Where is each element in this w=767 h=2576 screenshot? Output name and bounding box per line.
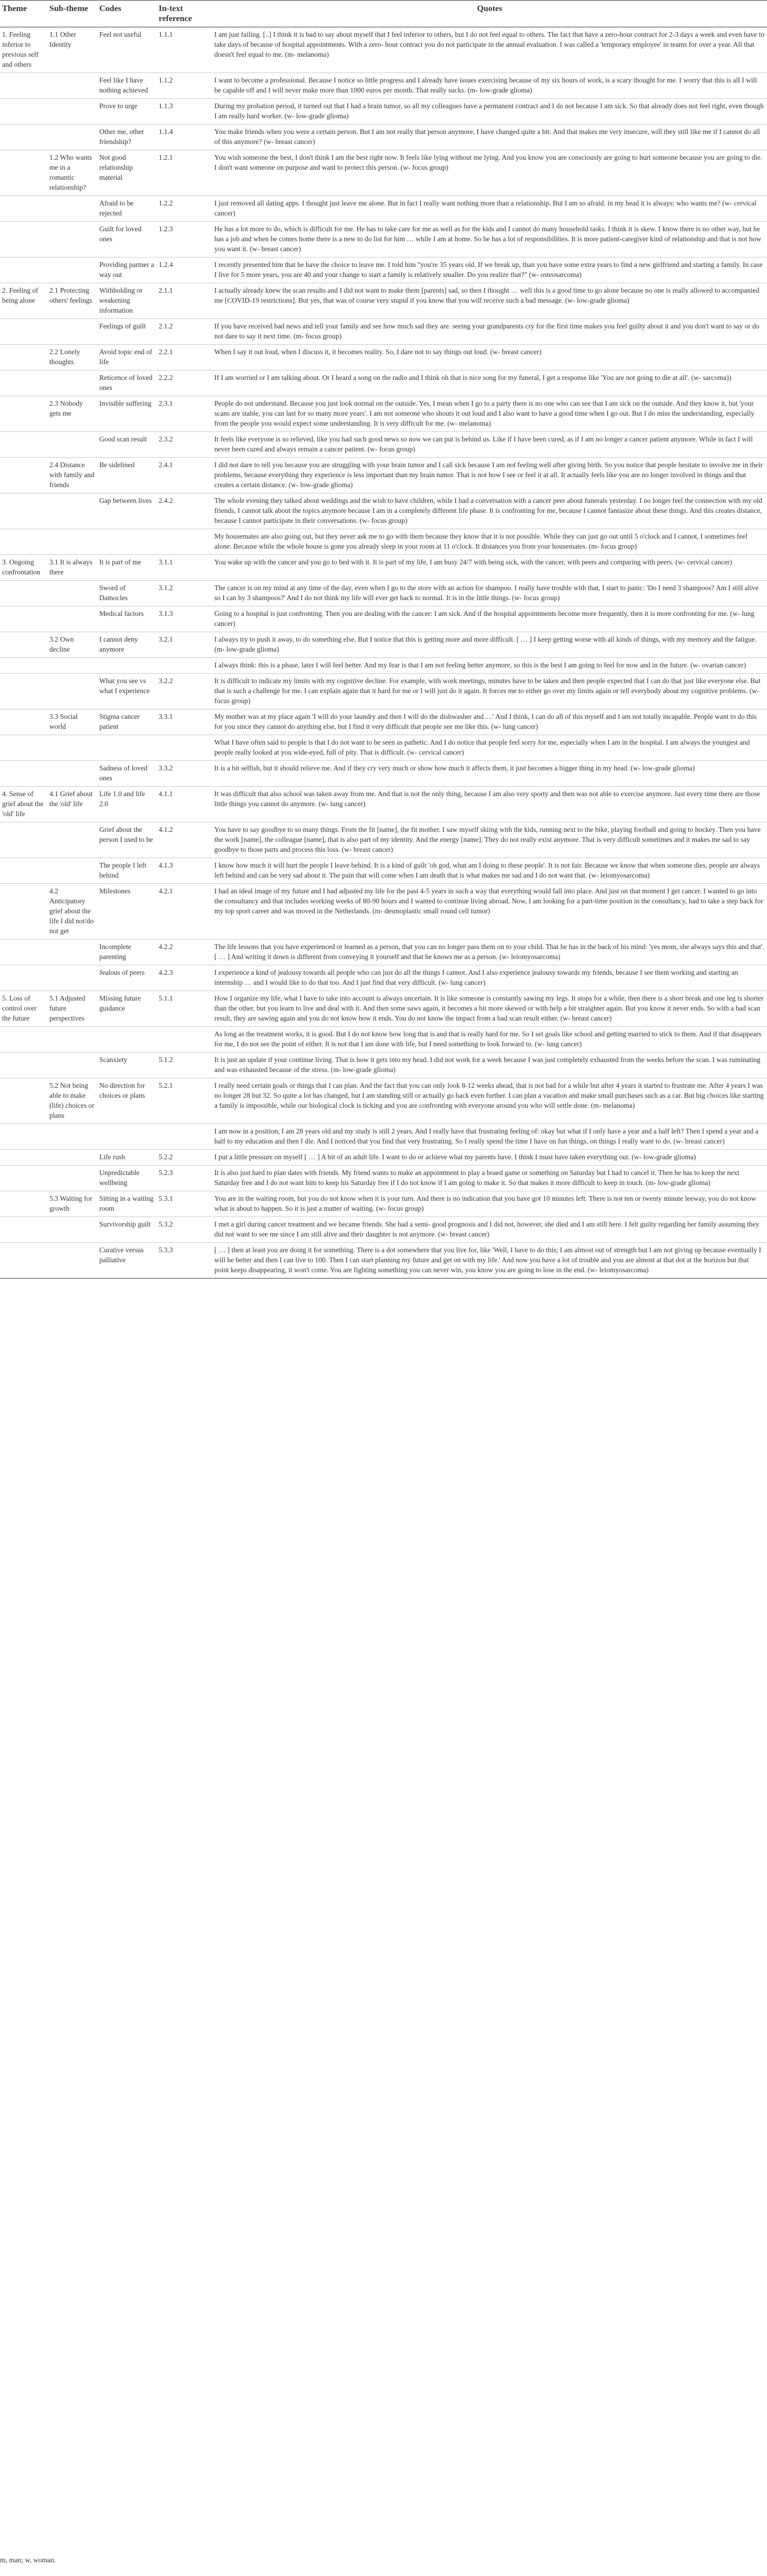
quote-cell: The cancer is on my mind at any time of the day, even when I go to the store with an action for shampoo. I really have trouble with that, I start to panic: 'Do I need 3 shampoos? Am I still alive so I can by 3 shampoos?' And I do not think my life will ever get back to normal. It is in the little things. (w- focus group) xyxy=(214,584,759,602)
subtheme-cell xyxy=(47,1053,97,1078)
quote-cell: He has a lot more to do, which is difficult for me. He has to take care for me as well as for the kids and I cannot do many household tasks. I think it is skew. I know there is no other way, but he has a job and when he comes home there is a new to do list for him … while I am at home. So he has a lot of responsibilities. It is more patient-caregiver kind of relationship and that is not how you want it. (w- breast cancer) xyxy=(214,225,762,253)
table-row xyxy=(0,1078,767,1124)
subtheme-cell xyxy=(47,319,97,345)
reference-cell: 5.3.1 xyxy=(159,1194,173,1202)
subtheme-cell: 5.3 Waiting for growth xyxy=(49,1194,92,1212)
theme-cell xyxy=(0,1243,47,1279)
subtheme-cell xyxy=(47,822,97,858)
code-cell: Grief about the person I used to be xyxy=(99,826,153,843)
reference-cell: 4.2.3 xyxy=(159,968,173,976)
table-row xyxy=(0,493,767,529)
reference-cell: 1.2.3 xyxy=(159,225,173,233)
theme-cell xyxy=(0,1217,47,1243)
subtheme-cell: 1.2 Who wants me in a romantic relationship? xyxy=(49,153,92,191)
subtheme-cell: 4.2 Anticipatory grief about the life I did not/do not get xyxy=(49,887,94,935)
reference-cell: 1.2.2 xyxy=(159,199,173,207)
table-row xyxy=(0,965,767,991)
table-row xyxy=(0,822,767,858)
reference-cell: 2.3.1 xyxy=(159,399,173,407)
reference-cell: 2.2.2 xyxy=(159,374,173,382)
quote-cell: How I organize my life, what I have to take into account is always uncertain. It is like someone is constantly sawing my legs. It stops for a while, then there is a short break and one leg is shorter than the other, but you learn to live and deal with it. And then some saws again, it becomes a bit more skewed or with help a bit straighter again. But you know it never ends. So with a bad scan result, they are sawing again and you do not know how it ends. You do not know the impact from a bad scan result either. (w- breast cancer) xyxy=(214,994,764,1022)
theme-cell xyxy=(0,709,47,735)
subtheme-cell xyxy=(47,1166,97,1191)
code-cell: Jealous of peers xyxy=(99,968,145,976)
code-cell: Unpredictable wellbeing xyxy=(99,1169,140,1187)
subtheme-cell xyxy=(47,1027,97,1053)
theme-cell xyxy=(0,658,47,674)
quote-cell: I always think: this is a phase, later I will feel better. And my fear is that I am not feeling better anymore, so this is the best I am going to feel for now and in the future. (w- ovarian cancer) xyxy=(214,661,746,669)
code-cell: The people I left behind xyxy=(99,861,147,879)
theme-cell xyxy=(0,529,47,555)
theme-cell xyxy=(0,319,47,345)
theme-cell xyxy=(0,99,47,125)
code-cell xyxy=(97,1027,157,1053)
reference-cell: 2.1.1 xyxy=(159,286,173,294)
subtheme-cell xyxy=(47,73,97,99)
theme-cell xyxy=(0,150,47,196)
header-quotes: Quotes xyxy=(212,1,767,27)
table-row xyxy=(0,222,767,257)
theme-cell xyxy=(0,858,47,884)
quote-cell: If I am worried or I am talking about. Or I heard a song on the radio and I think oh that is nice song for my funeral, I get a response like 'You are not going to die at all'. (w- sarcoma)) xyxy=(214,374,731,382)
subtheme-cell xyxy=(47,432,97,458)
subtheme-cell xyxy=(47,257,97,283)
reference-cell xyxy=(157,658,212,674)
quote-cell: When I say it out loud, when I discuss it, it becomes reality. So, I dare not to say things out loud. (w- breast cancer) xyxy=(214,348,542,356)
code-cell: Life rush xyxy=(99,1153,126,1161)
code-cell: Incomplete parenting xyxy=(99,943,131,961)
code-cell: Sitting in a waiting room xyxy=(99,1194,154,1212)
subtheme-cell: 3.1 It is always there xyxy=(49,558,92,576)
theme-cell xyxy=(0,1078,47,1124)
reference-cell: 3.2.2 xyxy=(159,677,173,685)
table-row xyxy=(0,658,767,674)
table-row xyxy=(0,529,767,555)
quote-cell: What I have often said to people is that I do not want to be seen as pathetic. And I do notice that people feel sorry for me, especially when I am in the hospital. I am always the youngest and people really looked at you wide-eyed, full of pity. That is difficult. (w- cervical cancer) xyxy=(214,738,750,756)
header-subtheme: Sub-theme xyxy=(47,1,97,27)
subtheme-cell xyxy=(47,858,97,884)
table-row xyxy=(0,674,767,709)
subtheme-cell: 5.1 Adjusted future perspectives xyxy=(49,994,86,1022)
reference-cell: 1.1.4 xyxy=(159,128,173,136)
table-row xyxy=(0,1217,767,1243)
code-cell: Reticence of loved ones xyxy=(99,374,153,391)
quote-cell: I recently presented him that he have the choice to leave me. I told him "you're 35 years old. If we break up, than you have some extra years to find a new girlfriend and starting a family. In case I live for 5 more years, you are 40 and your change to start a family is relatively smaller. Do you realize that?" (w- osteosarcoma) xyxy=(214,261,763,279)
subtheme-cell xyxy=(47,735,97,761)
reference-cell: 3.1.3 xyxy=(159,610,173,617)
reference-cell: 3.2.1 xyxy=(159,635,173,643)
table-row xyxy=(0,858,767,884)
theme-cell xyxy=(0,396,47,432)
table-row xyxy=(0,1191,767,1217)
theme-cell xyxy=(0,632,47,658)
subtheme-cell: 2.4 Distance with family and friends xyxy=(49,461,95,489)
reference-cell: 3.1.2 xyxy=(159,584,173,592)
code-cell: Missing future guidance xyxy=(99,994,141,1012)
quote-cell: I actually already knew the scan results and I did not want to make them [parents] sad, so then I thought … well this is a good time to go alone because no one is really allowed to accompanied me [COVID-19 restrictions]. But yes, that was of course very stupid if you know that you will receive such a bad message. (w- low-grade glioma) xyxy=(214,286,760,304)
reference-cell: 5.1.2 xyxy=(159,1056,173,1064)
code-cell: Life 1.0 and life 2.0 xyxy=(99,790,145,808)
table-row xyxy=(0,632,767,658)
reference-cell: 2.3.2 xyxy=(159,435,173,443)
reference-cell: 5.2.3 xyxy=(159,1169,173,1177)
subtheme-cell xyxy=(47,761,97,787)
reference-cell xyxy=(157,1027,212,1053)
quote-cell: You wish someone the best, I don't think I am the best right now. It feels like lying without me lying. And you know you are consciously are going to hurt someone because you are going to die. I don't want someone on purpose and want to protect this person. (w- focus group) xyxy=(214,153,762,171)
theme-cell xyxy=(0,761,47,787)
subtheme-cell xyxy=(47,965,97,991)
reference-cell: 1.1.1 xyxy=(159,30,173,38)
subtheme-cell xyxy=(47,1124,97,1150)
reference-cell: 4.1.2 xyxy=(159,826,173,833)
quote-cell: I just removed all dating apps. I thought just leave me alone. But in fact I really want nothing more than a relationship. But I am so afraid. in my head it is always: who wants me? (w- cervical cancer) xyxy=(214,199,756,217)
subtheme-cell xyxy=(47,674,97,709)
reference-cell: 4.1.3 xyxy=(159,861,173,869)
table-row xyxy=(0,1243,767,1279)
code-cell: Providing partner a way out xyxy=(99,261,154,279)
code-cell: Milestones xyxy=(99,887,131,895)
reference-cell: 3.3.1 xyxy=(159,713,173,720)
table-row xyxy=(0,196,767,222)
table-row xyxy=(0,787,767,822)
code-cell: Good scan result xyxy=(99,435,147,443)
subtheme-cell xyxy=(47,125,97,150)
table-row xyxy=(0,345,767,370)
quote-cell: People do not understand. Because you just look normal on the outside. Yes, I mean when I go to a party there is no one who can see that I am sick on the outside. And they know it, but 'your scans are stable, you can last for so many more years'. I am not someone who shouts it out loud and I also want to have a good time when I go out. But I do miss the understanding, especially from the people you would expect some understanding. It is very difficult for me. (w- melanoma) xyxy=(214,399,754,427)
code-cell: Not good relationship material xyxy=(99,153,133,181)
table-row xyxy=(0,884,767,940)
table-row xyxy=(0,370,767,396)
quote-cell: I am now in a position, I am 28 years old and my study is still 2 years. And I really have that frustrating feeling of: okay but what if I only have a year and a half left? Then I spend a year and a half to my education and then I die. And I noticed that you find that very frustrating. So I really spend the time I have on fun things, on things I really want to do. (w- breast cancer) xyxy=(214,1127,759,1145)
reference-cell: 2.1.2 xyxy=(159,322,173,330)
quote-cell: It is also just hard to plan dates with friends. My friend wants to make an appointment to play a board game or something on Saturday but I had to cancel it. Then he has to keep the next Saturday free and I do not want him to keep his Saturday free if I do not know if I am going to make it. So that makes it more difficult to keep in touch. (m- low-grade glioma) xyxy=(214,1169,740,1187)
reference-cell: 5.2.2 xyxy=(159,1153,173,1161)
subtheme-cell xyxy=(47,222,97,257)
code-cell xyxy=(97,529,157,555)
reference-cell: 5.3.3 xyxy=(159,1246,173,1254)
code-cell: No direction for choices or plans xyxy=(99,1081,145,1099)
quote-cell: It is a bit selfish, but it should relieve me. And if they cry very much or show how much it affects them, it just becomes a bigger thing in my head. (w- low-grade glioma) xyxy=(214,764,695,772)
theme-cell xyxy=(0,125,47,150)
theme-cell xyxy=(0,884,47,940)
theme-cell xyxy=(0,73,47,99)
code-cell: Gap between lives xyxy=(99,497,152,504)
theme-cell xyxy=(0,1027,47,1053)
subtheme-cell xyxy=(47,658,97,674)
code-cell: Prove to urge xyxy=(99,102,138,110)
subtheme-cell xyxy=(47,606,97,632)
header-reference: In-text reference xyxy=(157,1,212,27)
theme-cell xyxy=(0,345,47,370)
code-cell: Feel not useful xyxy=(99,30,142,38)
subtheme-cell: 5.2 Not being able to make (life) choices or plans xyxy=(49,1081,95,1119)
table-row xyxy=(0,735,767,761)
quote-cell: I put a little pressure on myself [ … ] A bit of an adult life. I want to do or achieve what my parents have. I think I must have taken everything out. (w- low-grade glioma) xyxy=(214,1153,696,1161)
subtheme-cell: 3.2 Own decline xyxy=(49,635,74,653)
subtheme-cell: 2.2 Lonely thoughts xyxy=(49,348,80,366)
quote-cell: You have to say goodbye to so many things. From the fit [name], the fit mother. I saw myself skiing with the kids, running next to the bike, playing football and going to hockey. Then you have the work [name], the colleague [name], that is also part of my identity. And the energy [name]. They do not really exist anymore. That is very difficult sometimes and it makes me sad to say goodbye to those parts and process this loss. (w- breast cancer) xyxy=(214,826,761,853)
table-row xyxy=(0,319,767,345)
reference-cell: 4.2.1 xyxy=(159,887,173,895)
reference-cell: 2.2.1 xyxy=(159,348,173,356)
quote-cell: I always try to push it away, to do something else. But I notice that this is getting more and more difficult. [ … ] I keep getting worse with all kinds of things, with my memory and the fatigue. (m- low-grade glioma) xyxy=(214,635,757,653)
quote-cell: My housemates are also going out, but they never ask me to go with them because they know that it is not possible. While they can just go out until 5 o'clock and I cannot, I sometimes feel alone. Because while the whole house is gone you already sleep in your room at 11 o'clock. It distances you from your housemates. (m- focus group) xyxy=(214,532,748,550)
table-row xyxy=(0,581,767,606)
reference-cell: 3.1.1 xyxy=(159,558,173,566)
theme-cell xyxy=(0,1124,47,1150)
code-cell: Be sidelined xyxy=(99,461,135,469)
theme-cell xyxy=(0,222,47,257)
quote-cell: The whole evening they talked about weddings and the wish to have children, while I had a conversation with a cancer peer about funerals yesterday. I no longer feel the connection with my old friends, I cannot talk about the topics anymore because I am in a completely different life phase. It is confronting for me, because I cannot fantasize about these things. And this creates distance, because I cannot participate in their conversations. (w- focus group) xyxy=(214,497,763,524)
theme-cell xyxy=(0,822,47,858)
theme-cell xyxy=(0,370,47,396)
reference-cell: 1.2.4 xyxy=(159,261,173,269)
subtheme-cell: 2.1 Protecting others' feelings xyxy=(49,286,92,304)
table-row xyxy=(0,99,767,125)
reference-cell xyxy=(157,529,212,555)
theme-cell xyxy=(0,493,47,529)
subtheme-cell xyxy=(47,1243,97,1279)
table-row xyxy=(0,606,767,632)
code-cell: Withholding or weakening information xyxy=(99,286,143,314)
code-cell: Avoid topic end of life xyxy=(99,348,152,366)
quote-cell: I met a girl during cancer treatment and we became friends. She had a semi- good prognosis and I did not, however, she died and I am still here. I felt guilty regarding her family assuming they did not want to see me since I am still alive and their daughter is not anymore. (w- breast cancer) xyxy=(214,1220,760,1238)
header-theme: Theme xyxy=(0,1,47,27)
table-row xyxy=(0,150,767,196)
subtheme-cell: 3.3 Social world xyxy=(49,713,78,730)
table-row xyxy=(0,73,767,99)
code-cell: What you see vs what I experience xyxy=(99,677,150,695)
reference-cell xyxy=(157,735,212,761)
code-cell: It is part of me xyxy=(99,558,141,566)
quote-cell: You are in the waiting room, but you do not know when it is your turn. And there is no indication that you have got 10 minutes left. There is not ten or twenty minute leeway, you do not know what is about to happen. So it is just a matter of waiting. (w- focus group) xyxy=(214,1194,756,1212)
theme-cell xyxy=(0,965,47,991)
quote-cell: As long as the treatment works, it is good. But I do not know how long that is and that is really hard for me. So I set goals like school and getting married to stick to them. And if that disappears for me, I do not see the point of either. It is not that I am done with life, but I need something to look forward to. (w- lung cancer) xyxy=(214,1030,762,1048)
subtheme-cell xyxy=(47,196,97,222)
table-row xyxy=(0,940,767,965)
theme-cell xyxy=(0,196,47,222)
reference-cell: 2.4.1 xyxy=(159,461,173,469)
quote-cell: I experience a kind of jealousy towards all people who can just do all the things I cannot. And I also experience jealousy towards my friends, because I see them working and starting an internship … and I would like to do that too. And I just find that very difficult. (w- lung cancer) xyxy=(214,968,738,986)
reference-cell: 1.1.3 xyxy=(159,102,173,110)
reference-cell: 5.3.2 xyxy=(159,1220,173,1228)
theme-cell: 5. Loss of control over the future xyxy=(2,994,37,1022)
code-cell: Scanxiety xyxy=(99,1056,128,1064)
table-row xyxy=(0,761,767,787)
theme-cell xyxy=(0,581,47,606)
subtheme-cell: 2.3 Nobody gets me xyxy=(49,399,83,417)
table-row xyxy=(0,709,767,735)
table-row xyxy=(0,125,767,150)
quote-cell: [ … ] then at least you are doing it for something. There is a dot somewhere that you live for, like 'Well, I have to do this; I am almost out of strength but I am not giving up because eventually I will be better and then I can live to 100. Then I can start planning my future and get on with my life.' And now you have a lot of trouble and you are almost at that dot at the horizon but that point keeps disappearing, it won't come. You are fighting something you can never win, you know you are going to lose in the end. (w- leiomyosarcoma) xyxy=(214,1246,761,1274)
table-row xyxy=(0,1150,767,1166)
quote-cell: I did not dare to tell you because you are struggling with your brain tumor and I call sick because I am not feeling well after giving birth. So you notice that people hesitate to involve me in their problems, because everything they experience is less important than my brain tumor. That is not how I see or feel it at all. It actually feels like you are no longer involved in things and that creates a certain distance. (w- low-grade glioma) xyxy=(214,461,763,489)
theme-cell: 4. Sense of grief about the 'old' life xyxy=(2,790,44,818)
code-cell: Feel like I have nothing achieved xyxy=(99,76,148,94)
reference-cell: 2.4.2 xyxy=(159,497,173,504)
quote-cell: You make friends when you were a certain person. But I am not really that person anymore, I have changed quite a bit. And that makes me very insecure, will they still like me if I cannot do all of this anymore? (w- breast cancer) xyxy=(214,128,760,146)
table-header xyxy=(0,1,767,27)
code-cell: Invisible suffering xyxy=(99,399,152,407)
reference-cell: 5.2.1 xyxy=(159,1081,173,1089)
quote-cell: It was difficult that also school was taken away from me. And that is not the only thing, because I am also very sporty and then was not able to exercise anymore. Just every time there are those little things you cannot do anymore. (w- lung cancer) xyxy=(214,790,760,808)
theme-cell xyxy=(0,606,47,632)
table-row xyxy=(0,27,767,73)
code-cell: Feelings of guilt xyxy=(99,322,146,330)
code-cell: Curative versus palliative xyxy=(99,1246,144,1264)
quote-cell: It feels like everyone is so relieved, like you had such good news so now we can put is behind us. Like if I have been cured, as if I am no longer a cancer patient anymore. While in fact I will never been cured and always remain a cancer patient. (w- focus group) xyxy=(214,435,753,453)
theme-cell: 3. Ongoing confrontation xyxy=(2,558,40,576)
table-row xyxy=(0,458,767,493)
code-cell: Guilt for loved ones xyxy=(99,225,142,243)
table-body xyxy=(0,27,767,1279)
code-cell xyxy=(97,735,157,761)
code-cell: I cannot deny anymore xyxy=(99,635,138,653)
code-cell: Survivorship guilt xyxy=(99,1220,151,1228)
subtheme-cell xyxy=(47,493,97,529)
code-cell: Stigma cancer patient xyxy=(99,713,140,730)
reference-cell: 4.1.1 xyxy=(159,790,173,798)
quote-cell: Going to a hospital is just confronting. Then you are dealing with the cancer: I am sick. And if the hospital appointments become more frequently, then it is more confronting for me. (w- lung cancer) xyxy=(214,610,755,627)
table-row xyxy=(0,257,767,283)
theme-cell xyxy=(0,674,47,709)
table-row xyxy=(0,1124,767,1150)
quote-cell: If you have received bad news and tell your family and see how much sad they are. seeing your grandparents cry for the first time makes you feel guilty about it and you don't want to say or do not dare to say it next time. (m- focus group) xyxy=(214,322,760,340)
table-row xyxy=(0,1027,767,1053)
reference-cell: 3.3.2 xyxy=(159,764,173,772)
code-cell: Afraid to be rejected xyxy=(99,199,134,217)
themes-table xyxy=(0,0,767,1279)
theme-cell: 1. Feeling inferior to previous self and others xyxy=(2,30,39,68)
quote-cell: I had an ideal image of my future and I had adjusted my life for the past 4-5 years in such a way that everything would fall into place. And just on that moment I get cancer. I wanted to go into the consultancy and that includes working weeks of 80-90 hours and I wanted to continue living abroad. Now, I am looking for a part-time position in the consultancy, had to take a step back for my top sport career and was moved in the Netherlands. (m- desmoplastic small round cell tumor) xyxy=(214,887,763,915)
theme-cell xyxy=(0,458,47,493)
subtheme-cell: 1.1 Other Identity xyxy=(49,30,76,48)
table-row xyxy=(0,555,767,581)
reference-cell: 1.2.1 xyxy=(159,153,173,161)
theme-cell xyxy=(0,432,47,458)
code-cell: Other me, other friendship? xyxy=(99,128,144,146)
theme-cell xyxy=(0,1166,47,1191)
subtheme-cell: 4.1 Grief about the 'old' life xyxy=(49,790,93,808)
quote-cell: You wake up with the cancer and you go to bed with it. It is part of my life, I am busy 24/7 with being sick, with the cancer, with peers and comparing with peers. (w- cervical cancer) xyxy=(214,558,732,566)
table-row xyxy=(0,283,767,319)
quote-cell: The life lessons that you have experienced or learned as a person, that you can no longer pass them on to your child. That he has in the back of his mind: 'yes mom, she always says this and that'. [ … ] And writing it down is different from conveying it yourself and that he knows me as a person. (w- leiomyosarcoma) xyxy=(214,943,764,961)
theme-cell xyxy=(0,1191,47,1217)
table-row xyxy=(0,991,767,1027)
table-row xyxy=(0,432,767,458)
theme-cell xyxy=(0,1150,47,1166)
table-row xyxy=(0,396,767,432)
quote-cell: My mother was at my place again 'I will do your laundry and then I will do the dishwasher and….' And I think, I can do all of this myself and I am not totally incapable. People want to do this for you since they cannot do anything else, but I find it very difficult that people see me like this. (w- lung cancer) xyxy=(214,713,757,730)
code-cell: Medical factors xyxy=(99,610,144,617)
code-cell: Sadness of loved ones xyxy=(99,764,148,782)
table-row xyxy=(0,1166,767,1191)
code-cell xyxy=(97,1124,157,1150)
theme-cell xyxy=(0,940,47,965)
header-codes: Codes xyxy=(97,1,157,27)
subtheme-cell xyxy=(47,99,97,125)
reference-cell: 1.1.2 xyxy=(159,76,173,84)
subtheme-cell xyxy=(47,1217,97,1243)
subtheme-cell xyxy=(47,581,97,606)
subtheme-cell xyxy=(47,940,97,965)
code-cell xyxy=(97,658,157,674)
code-cell: Sword of Damocles xyxy=(99,584,128,602)
quote-cell: It is difficult to indicate my limits with my cognitive decline. For example, with work meetings, minutes have to be taken and then people expected that I can do that just like everyone else. But that is such a challenge for me. I can explain again that it hard for me or I will just do it again. It forces me to either go over my limits again or tell everybody about my cognitive problems. (w- focus group) xyxy=(214,677,761,705)
reference-cell xyxy=(157,1124,212,1150)
subtheme-cell xyxy=(47,529,97,555)
quote-cell: I am just failing. [..] I think it is bad to say about myself that I feel inferior to others, but I do not feel equal to others. The fact that have a zero-hour contract for 2-3 days a week and even have to take days of because of hospital appointments. With a zero- hour contract you do not participate in the annual evaluation. I was called a 'temporary employee' in teams for over a year. All that doesn't feel equal to me. (m- melanoma) xyxy=(214,30,765,58)
theme-cell xyxy=(0,735,47,761)
quote-cell: During my probation period, it turned out that I had a brain tumor, so all my colleagues have a permanent contract and I do not because I am sick. So that already does not feel right, even though I am really hard worker. (w- low-grade glioma) xyxy=(214,102,764,120)
table-row xyxy=(0,1053,767,1078)
subtheme-cell xyxy=(47,370,97,396)
quote-cell: It is just an update if your continue living. That is how it gets into my head. I did not work for a week because I was just completely exhausted from the weeks before the scan. I was ruminating and was exhausted because of the stress. (m- low-grade glioma) xyxy=(214,1056,761,1074)
subtheme-cell xyxy=(47,1150,97,1166)
reference-cell: 5.1.1 xyxy=(159,994,173,1002)
quote-cell: I really need certain goals or things that I can plan. And the fact that you can only look 8-12 weeks ahead, that is not bad for a while but after 4 years it started to frustrate me. After 4 years I was no longer 28 but 32. So quite a lot has changed, but I am standing still or actually go back even further. I can plan a vacation and make small purchases such as a car. But big choices like starting a family is impossible, while our biological clock is ticking and you are confronting with everyone around you who will settle done. (m- melanoma) xyxy=(214,1081,764,1109)
theme-cell: 2. Feeling of being alone xyxy=(2,286,38,304)
theme-cell xyxy=(0,1053,47,1078)
quote-cell: I want to become a professional. Because I notice so little progress and I already have issues exercising because of my six hours of work, is a scary thought for me. I worry that this is all I will be capable off and I will never make more than 1000 euros per month. That really sucks. (m- low-grade glioma) xyxy=(214,76,757,94)
footnote: m, man; w, woman. xyxy=(0,2556,56,2564)
theme-cell xyxy=(0,257,47,283)
quote-cell: I know how much it will hurt the people I leave behind. It is a kind of guilt 'oh god, what am I doing to these people'. It is not fair. Because we know that when someone dies, people are always left behind and can be very sad about it. The pain that will come when I am death that is what makes me sad and I do not want that. (w- leiomyosarcoma) xyxy=(214,861,760,879)
reference-cell: 4.2.2 xyxy=(159,943,173,951)
